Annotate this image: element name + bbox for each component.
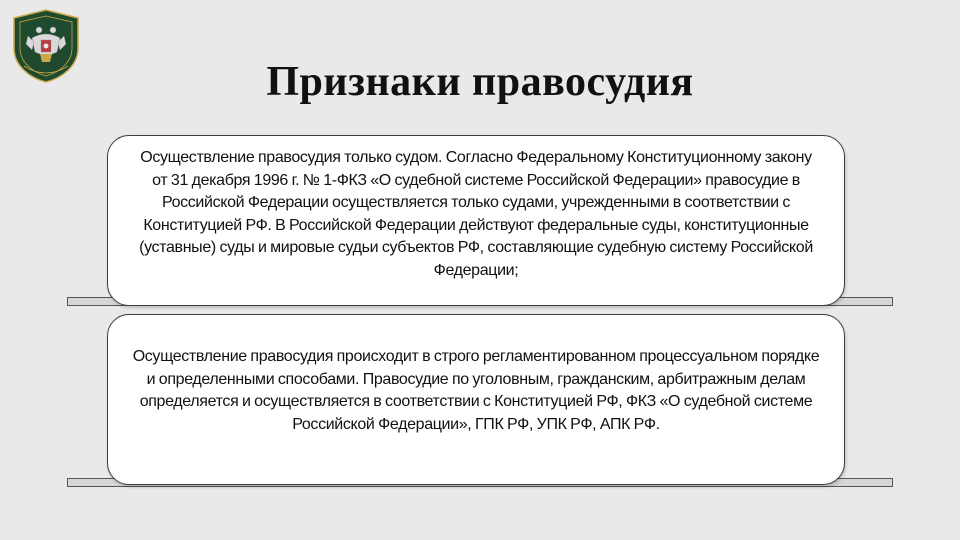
page-title: Признаки правосудия — [266, 59, 694, 105]
card-text: Осуществление правосудия происходит в строго регламентированном процессуальном порядке и определенными способами. Правосудие по уголовным, гражданским, арбитражным делам определяется и осуществляется в соответствии с Конституцией РФ, ФКЗ «О судебной системе Российской Федерации», ГПК РФ, УПК РФ, АПК РФ. — [132, 348, 820, 433]
text-card — [107, 314, 845, 485]
card-text: Осуществление правосудия только судом. Согласно Федеральному Конституционному закону от 31 декабря 1996 г. № 1-ФКЗ «О судебной системе Российской Федерации» правосудие в Российской Федерации осуществляется только судами, учрежденными в соответствии с Конституцией РФ. В Российской Федерации действуют федеральные суды, конституционные (уставные) суды и мировые судьи субъектов РФ, составляющие судебную систему Российской Федерации; — [139, 149, 813, 279]
text-card — [107, 135, 845, 306]
